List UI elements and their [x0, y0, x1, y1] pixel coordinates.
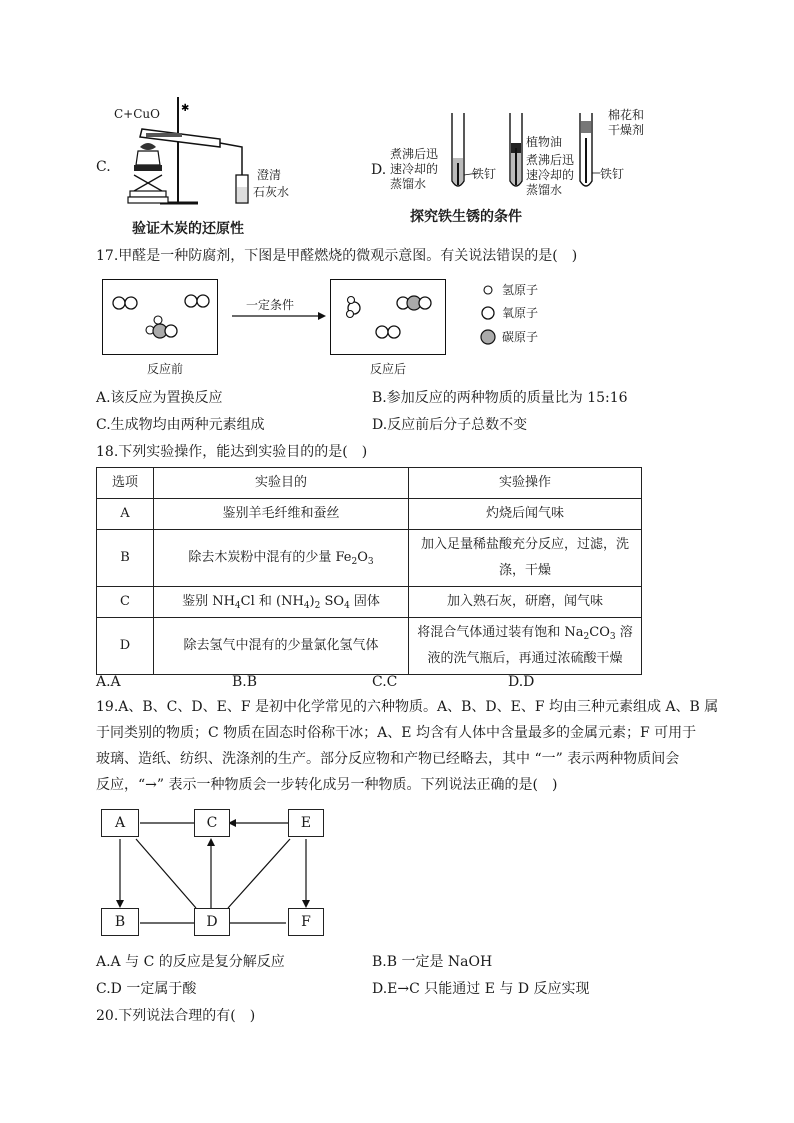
row-d-purpose: 除去氢气中混有的少量氯化氢气体 [154, 618, 409, 675]
q16d-figure [370, 103, 670, 233]
header-purpose: 实验目的 [154, 468, 409, 499]
q16d-nail1-label: 铁钉 [472, 167, 497, 181]
table-row [97, 530, 642, 587]
q16d-tube1-line2: 速冷却的 [390, 162, 439, 176]
q17-option-c: C.生成物均由两种元素组成 [96, 417, 265, 433]
q18-stem: 18.下列实验操作，能达到实验目的的是( ) [96, 444, 368, 460]
q17-option-a: A.该反应为置换反应 [96, 390, 223, 406]
row-b-purpose: 除去木炭粉中混有的少量 $Fe_2O_3$ [154, 530, 409, 587]
node-c: C [194, 809, 230, 837]
q17-option-d: D.反应前后分子总数不变 [372, 417, 528, 433]
q19-option-d: D.E→C 只能通过 E 与 D 反应实现 [372, 981, 590, 997]
row-a-operation: 灼烧后闻气味 [409, 499, 642, 530]
q16c-reagent-label: C+CuO [114, 107, 160, 121]
q18-answer-b: B.B [232, 674, 258, 690]
q19-option-b: B.B 一定是 NaOH [372, 954, 493, 970]
q18-answer-a: A.A [96, 674, 121, 690]
q19-stem-line2: 于同类别的物质；C 物质在固态时俗称干冰；A、E 均含有人体中含量最多的金属元素；F 可用于 [96, 725, 697, 741]
legend-oxygen-atom: 氧原子 [502, 306, 539, 320]
node-d: D [194, 908, 230, 936]
carbon-reduction-apparatus-diagram [120, 95, 270, 210]
row-a-option: A [97, 499, 154, 530]
header-option: 选项 [97, 468, 154, 499]
q16d-nail3-label: 铁钉 [600, 167, 625, 181]
q16d-cotton-line1: 棉花和 [608, 108, 645, 122]
row-d-option: D [97, 618, 154, 675]
row-c-operation: 加入熟石灰，研磨，闻气味 [409, 587, 642, 618]
table-row [97, 499, 642, 530]
node-b: B [101, 908, 139, 936]
table-row [97, 587, 642, 618]
q18-answer-d: D.D [508, 674, 535, 690]
node-a: A [101, 809, 139, 837]
q16d-caption: 探究铁生锈的条件 [410, 209, 522, 225]
q17-arrow-label: 一定条件 [246, 298, 295, 312]
row-c-option: C [97, 587, 154, 618]
q16c-limewater-label-line1: 澄清 [257, 168, 282, 182]
q17-stem: 17.甲醛是一种防腐剂，下图是甲醛燃烧的微观示意图。有关说法错误的是( ) [96, 248, 578, 264]
q17-option-b: B.参加反应的两种物质的质量比为 15:16 [372, 390, 628, 406]
q20-stem: 20.下列说法合理的有( ) [96, 1008, 256, 1024]
q16d-tube2-line3: 蒸馏水 [526, 183, 563, 197]
q16d-tube1-line3: 蒸馏水 [390, 177, 427, 191]
q16c-limewater-label-line2: 石灰水 [253, 185, 290, 199]
q16d-tube2-line1: 煮沸后迅 [526, 153, 575, 167]
node-e: E [288, 809, 324, 837]
node-f: F [288, 908, 324, 936]
q19-stem-line3: 玻璃、造纸、纺织、洗涤剂的生产。部分反应物和产物已经略去，其中 “一” 表示两种物质间会 [96, 751, 680, 767]
q18-experiment-table [96, 467, 642, 675]
q16d-cotton-line2: 干燥剂 [608, 123, 645, 137]
row-b-operation: 加入足量稀盐酸充分反应，过滤，洗 涤，干燥 [409, 530, 642, 587]
row-b-option: B [97, 530, 154, 587]
table-header-row [97, 468, 642, 499]
formaldehyde-combustion-micro-diagram [100, 276, 570, 358]
row-c-purpose: 鉴别 $NH_4Cl$ 和 $(NH_4)_2$ $SO_4$ 固体 [154, 587, 409, 618]
row-d-operation: 将混合气体通过装有饱和 $Na_2CO_3$ 溶 液的洗气瓶后，再通过浓硫酸干燥 [409, 618, 642, 675]
legend-hydrogen-atom: 氢原子 [502, 283, 539, 297]
q16d-oil-label: 植物油 [526, 135, 563, 149]
row-a-purpose: 鉴别羊毛纤维和蚕丝 [154, 499, 409, 530]
table-row [97, 618, 642, 675]
q19-stem-line1: 19.A、B、C、D、E、F 是初中化学常见的六种物质。A、B、D、E、F 均由三种元素组成 A、B 属 [96, 699, 719, 715]
q16c-label: C. [96, 159, 111, 175]
q17-after-label: 反应后 [370, 362, 407, 376]
q17-before-label: 反应前 [147, 362, 184, 376]
q16d-tube1-line1: 煮沸后迅 [390, 147, 439, 161]
q19-option-c: C.D 一定属于酸 [96, 981, 197, 997]
q16d-tube2-line2: 速冷却的 [526, 168, 575, 182]
q16c-figure [90, 95, 290, 235]
svg-text:✱: ✱ [181, 103, 190, 114]
header-operation: 实验操作 [409, 468, 642, 499]
q19-stem-line4: 反应，“→” 表示一种物质会一步转化成另一种物质。下列说法正确的是( ) [96, 777, 558, 793]
q19-option-a: A.A 与 C 的反应是复分解反应 [96, 954, 285, 970]
legend-carbon-atom: 碳原子 [502, 330, 539, 344]
q16c-caption: 验证木炭的还原性 [132, 221, 244, 237]
q16d-label: D. [371, 162, 387, 178]
q18-answer-c: C.C [372, 674, 398, 690]
